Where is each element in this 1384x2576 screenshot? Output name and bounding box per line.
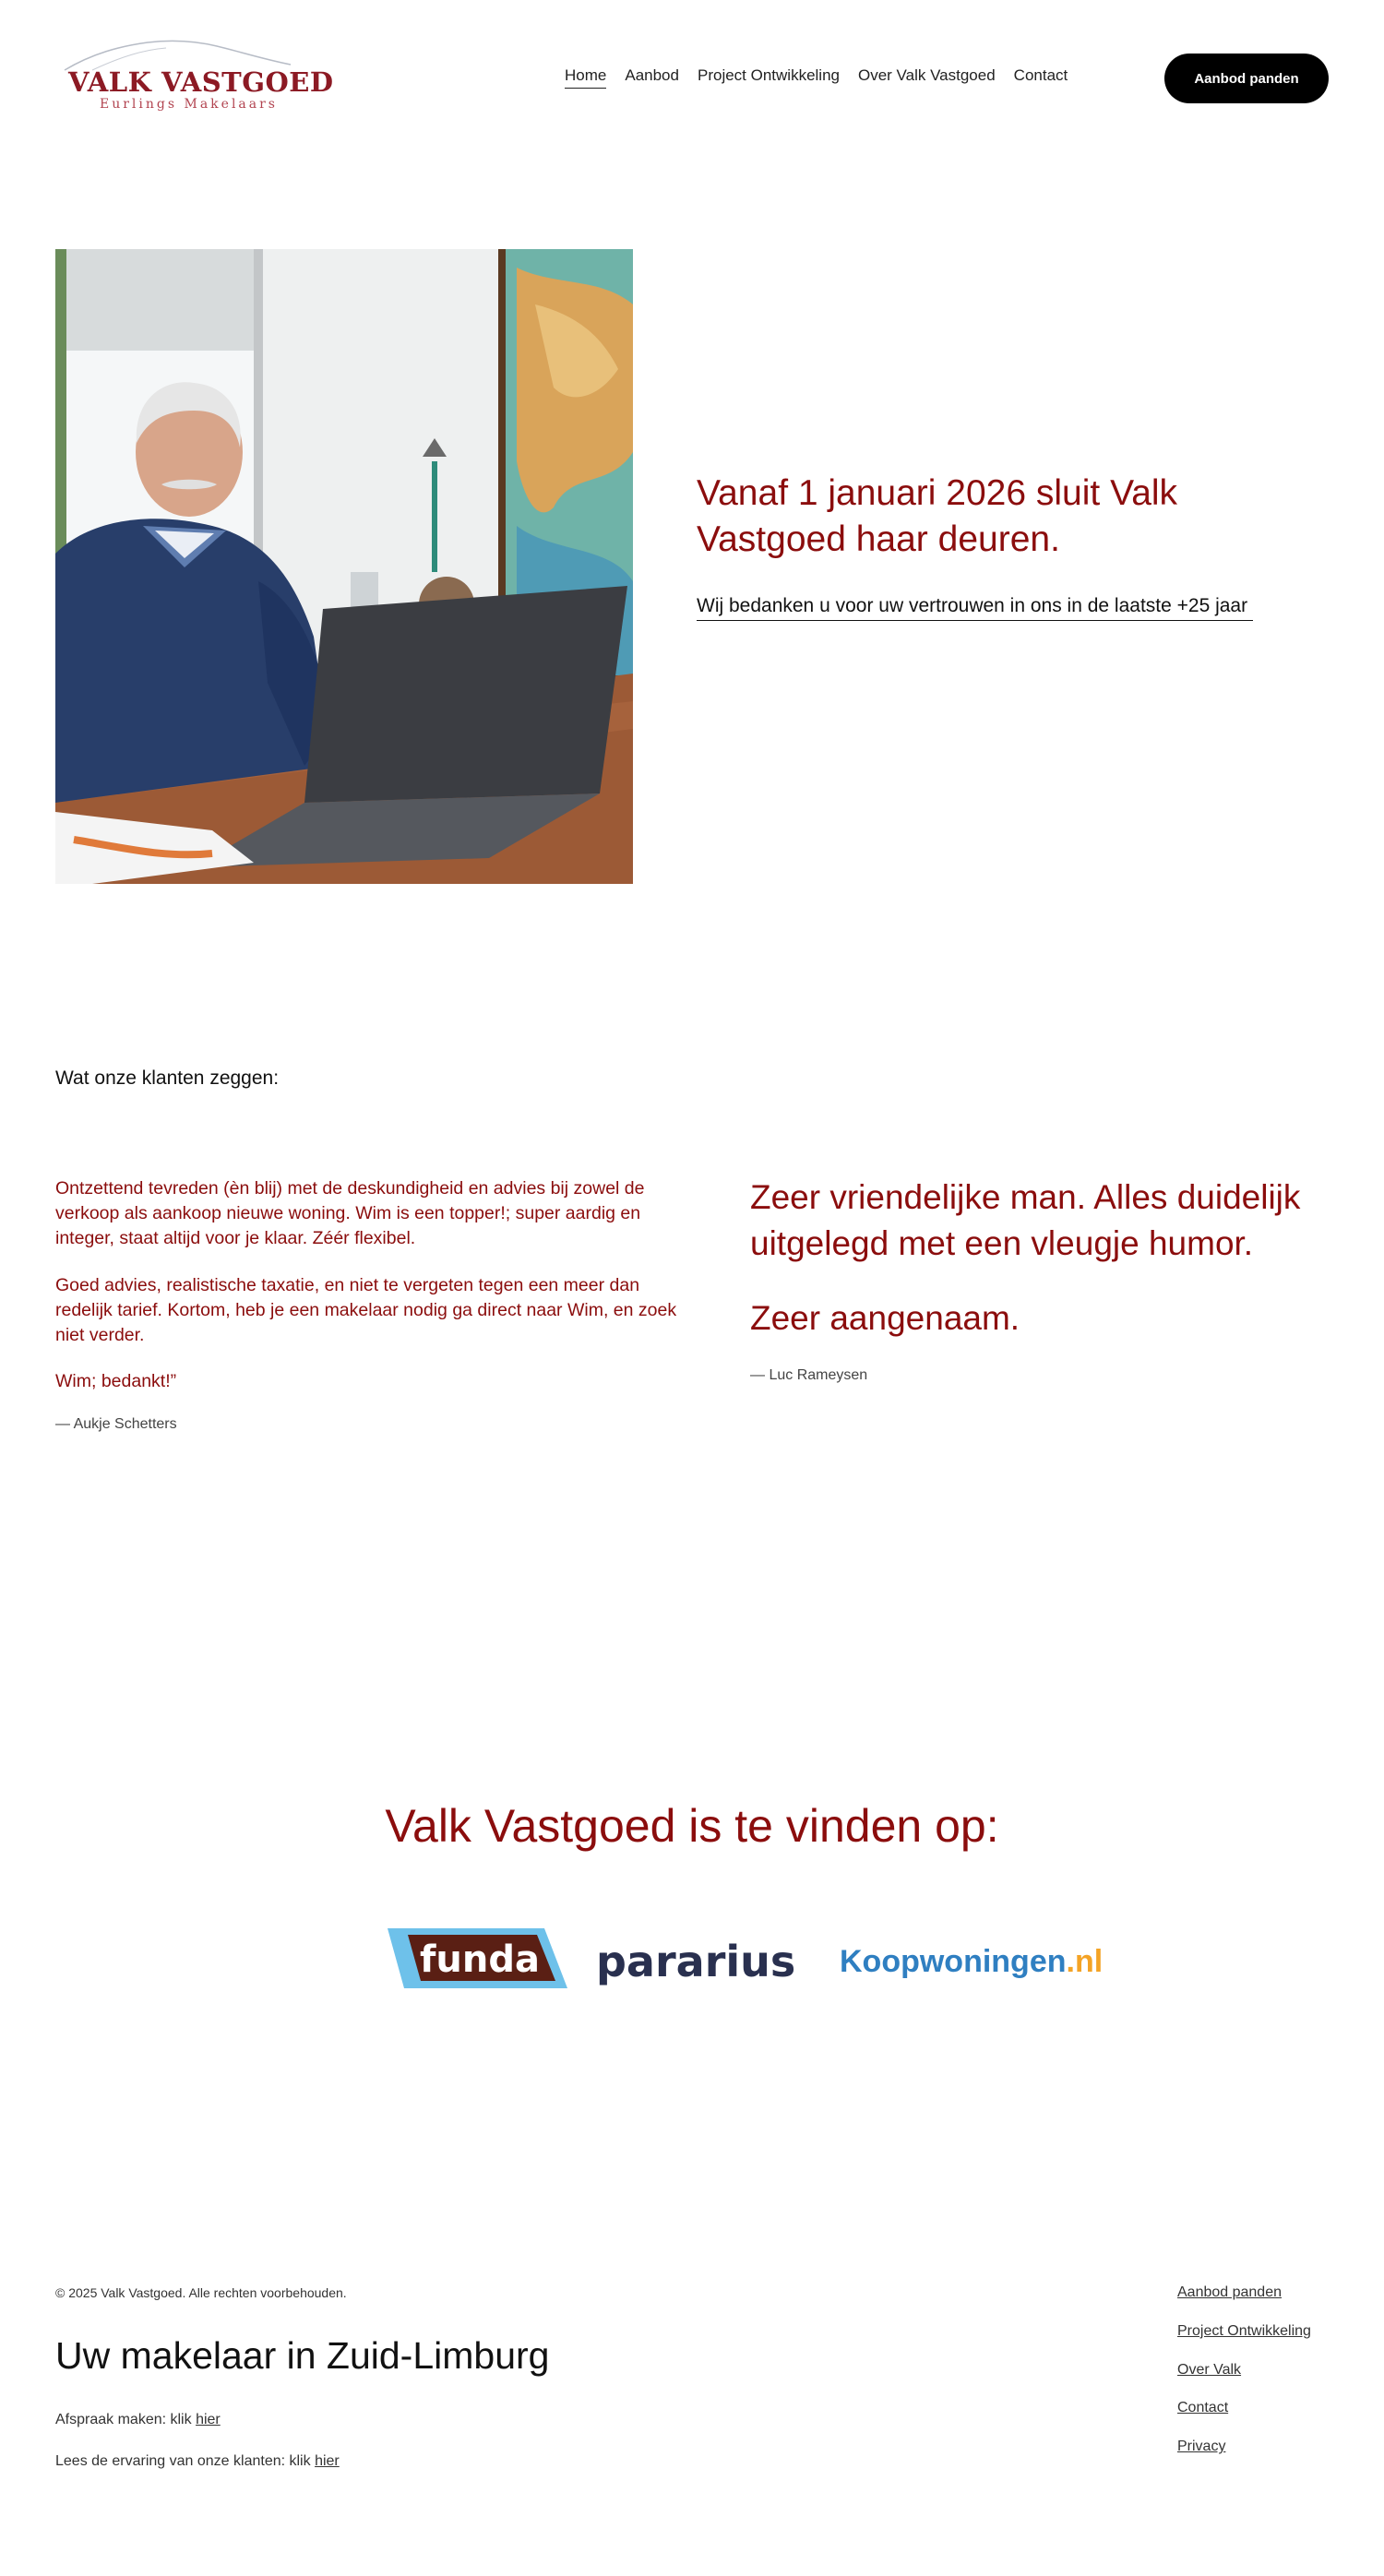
- testimonial-author: — Aukje Schetters: [55, 1416, 177, 1433]
- find-us-title: Valk Vastgoed is te vinden op:: [385, 1800, 999, 1852]
- aanbod-panden-button[interactable]: Aanbod panden: [1164, 54, 1329, 103]
- appointment-link[interactable]: hier: [196, 2412, 221, 2427]
- testimonial-luc: [750, 1175, 1322, 1384]
- funda-text: funda: [420, 1938, 540, 1981]
- funda-logo[interactable]: [388, 1928, 567, 1988]
- main-nav: [565, 66, 1068, 89]
- footer-link-project-ontwikkeling[interactable]: Project Ontwikkeling: [1177, 2322, 1311, 2339]
- koopwoningen-tld: .nl: [1066, 1944, 1104, 1979]
- pararius-logo[interactable]: [596, 1937, 795, 1986]
- hero-title: Vanaf 1 januari 2026 sluit Valk Vastgoed haar deuren.: [697, 473, 1178, 559]
- testimonial-aukje: [55, 1176, 701, 1433]
- copyright-text: © 2025 Valk Vastgoed. Alle rechten voorbehouden.: [55, 2285, 347, 2300]
- nav-project-ontwikkeling[interactable]: Project Ontwikkeling: [697, 66, 840, 84]
- footer-appointment-text: Afspraak maken: klik: [55, 2412, 197, 2427]
- testimonial-quote: Zeer aangenaam.: [750, 1299, 1020, 1338]
- testimonial-paragraph: Ontzettend tevreden (èn blij) met de deskundigheid en advies bij zowel de verkoop als aankoop nieuwe woning. Wim is een topper!; super aardig en integer, staat altijd voor je klaar. Zéér flexibel.: [55, 1178, 645, 1248]
- footer-title: Uw makelaar in Zuid-Limburg: [55, 2334, 550, 2377]
- nav-aanbod[interactable]: Aanbod: [625, 66, 679, 84]
- footer-link-aanbod-panden[interactable]: Aanbod panden: [1177, 2284, 1282, 2300]
- site-header: [0, 0, 1384, 157]
- footer-reviews-text: Lees de ervaring van onze klanten: klik: [55, 2453, 316, 2469]
- nav-home[interactable]: Home: [565, 66, 606, 89]
- nav-over-valk-vastgoed[interactable]: Over Valk Vastgoed: [858, 66, 996, 84]
- footer-link-over-valk[interactable]: Over Valk: [1177, 2361, 1242, 2378]
- hero-thanks-link[interactable]: Wij bedanken u voor uw vertrouwen in ons in de laatste +25 jaar: [697, 595, 1253, 621]
- pararius-text: pararius: [596, 1937, 796, 1986]
- testimonial-paragraph: Goed advies, realistische taxatie, en niet te vergeten tegen een meer dan redelijk tarief. Kortom, heb je een makelaar nodig ga direct naar Wim, en zoek niet verder.: [55, 1274, 677, 1345]
- footer-link-contact[interactable]: Contact: [1177, 2400, 1229, 2416]
- testimonial-author: — Luc Rameysen: [750, 1366, 868, 1383]
- nav-contact[interactable]: Contact: [1013, 66, 1068, 84]
- testimonial-paragraph: Wim; bedankt!”: [55, 1371, 177, 1392]
- hero-photo: [55, 249, 633, 884]
- svg-text:Koopwoningen.nl: [840, 1944, 1103, 1979]
- valk-vastgoed-logo[interactable]: [55, 37, 334, 120]
- platform-logos: [388, 1924, 1104, 1993]
- reviews-link[interactable]: hier: [315, 2453, 340, 2469]
- man-at-desk-illustration: [55, 249, 633, 884]
- testimonials-heading: Wat onze klanten zeggen:: [55, 1067, 280, 1089]
- footer-link-privacy[interactable]: Privacy: [1177, 2439, 1226, 2455]
- footer-appointment-line: [55, 2412, 221, 2428]
- testimonial-quote: Zeer vriendelijke man. Alles duidelijk uitgelegd met een vleugje humor.: [750, 1178, 1301, 1262]
- logo-subtitle: Eurlings Makelaars: [100, 97, 278, 112]
- footer-links: [1177, 2284, 1311, 2457]
- koopwoningen-logo[interactable]: [840, 1944, 1103, 1979]
- logo-text: VALK VASTGOED: [68, 66, 334, 98]
- footer-reviews-line: [55, 2453, 340, 2470]
- koopwoningen-text: Koopwoningen: [840, 1944, 1067, 1979]
